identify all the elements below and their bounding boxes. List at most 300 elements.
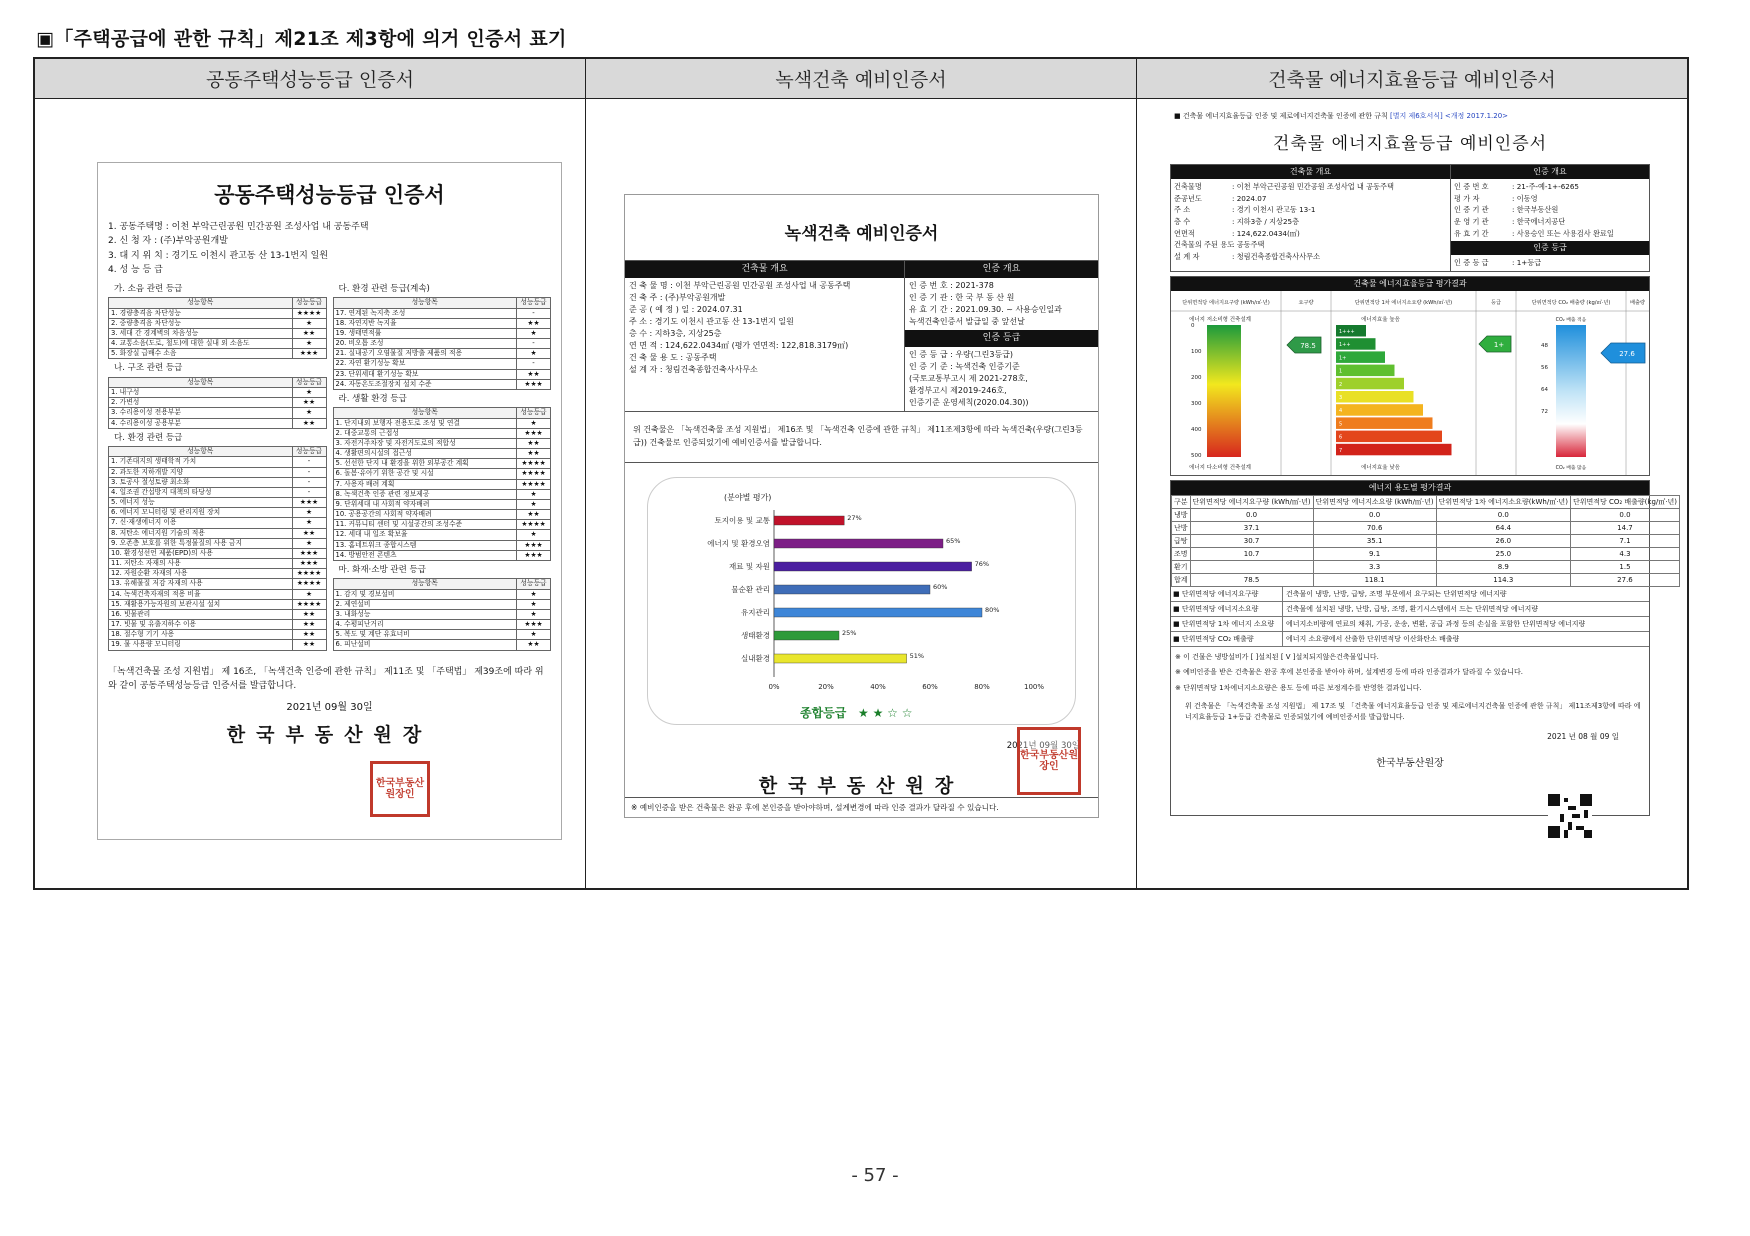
use-cell: 70.6: [1313, 521, 1436, 534]
official-seal: 한국부동산원장인: [370, 761, 430, 817]
grade-stars: ★★: [292, 398, 326, 408]
grade-stars: ★: [292, 339, 326, 349]
demand-tick: 200: [1191, 374, 1202, 381]
green-overview: [625, 278, 904, 378]
co2-tick: 64: [1541, 386, 1548, 393]
table-row: [109, 630, 327, 640]
kv-key: 운 영 기 관: [1454, 216, 1489, 226]
use-cell: 1.5: [1570, 560, 1679, 573]
category-score-chart: [647, 477, 1076, 725]
grade-item: 21. 실내공기 오염물질 저방출 제품의 적용: [333, 349, 517, 359]
table-row: [333, 520, 551, 530]
grade-stars: ★: [517, 530, 551, 540]
energy-overview: [1171, 179, 1450, 265]
use-cell: 118.1: [1313, 573, 1436, 586]
demand-tick: 100: [1191, 348, 1202, 355]
grade-item: 16. 빗물관리: [109, 609, 293, 619]
use-table-header: 에너지 용도별 평가결과: [1171, 481, 1649, 495]
cert-info-line: 유 효 기 간 : 2021.09.30. ~ 사용승인일과: [909, 305, 1062, 314]
housing-cert-footer: 「녹색건축물 조성 지원법」 제 16조, 「녹색건축 인증에 관한 규칙」 제11조 및 「주택법」 제39조에 따라 위와 같이 공동주택성능등급 인증서를 발급합니다.: [108, 666, 544, 692]
grade-item: 3. 자전거주차장 및 자전거도로의 적합성: [333, 438, 517, 448]
energy-use-table: [1171, 495, 1680, 587]
table-row: [1172, 534, 1680, 547]
grade-stars: ★: [517, 609, 551, 619]
grade-stars: ★★★★: [517, 459, 551, 469]
energy-cert-date: 2021 년 08 월 09 일: [1547, 732, 1619, 742]
energy-cert-issuer: 한국부동산원장: [1376, 758, 1444, 770]
bar-value-label: 25%: [842, 628, 857, 637]
use-cell: 114.3: [1436, 573, 1570, 586]
green-cert-issuer: 한국부동산원장: [758, 774, 965, 797]
use-cell: 0.0: [1313, 508, 1436, 521]
table-row: [109, 528, 327, 538]
use-cell: 난방: [1172, 521, 1191, 534]
table-row: [333, 328, 551, 338]
grade-item: 10. 환경성선언 제품(EPD)의 사용: [109, 548, 293, 558]
grade-item: 11. 커뮤니티 센터 및 시설공간의 조성수준: [333, 520, 517, 530]
category-label: 실내환경: [741, 653, 770, 663]
table-row: [109, 339, 327, 349]
grade-stars: ★★★: [292, 349, 326, 359]
grade-item: 14. 녹색건축자재의 적용 비율: [109, 589, 293, 599]
kv-value: : 21-주-예-1+-6265: [1512, 182, 1579, 191]
grade-header-row: [333, 298, 551, 308]
table-row: [333, 550, 551, 560]
co2-value: 27.6: [1619, 349, 1635, 358]
item-header: 성능항목: [333, 298, 517, 308]
green-cert-title: 녹색건축 예비인증서: [784, 224, 939, 244]
green-overview-header: 건축물 개요: [625, 261, 904, 278]
energy-cert-statement: 위 건축물은 「녹색건축물 조성 지원법」 제 17조 및 「건축물 에너지효율등급 인증 및 제로에너지건축물 인증에 관한 규칙」 제11조제3항에 따라 에너지효율등급 1+등급 건축물로 인증되었기에 예비인증서를 발급합니다.: [1185, 702, 1641, 722]
grade-item: 8. 저탄소 에너지원 기술의 적용: [109, 528, 293, 538]
kv-row: [1454, 228, 1646, 240]
table-row: [109, 508, 327, 518]
table-row: [109, 548, 327, 558]
table-row: [1172, 560, 1680, 573]
grade-step: [1336, 444, 1452, 456]
definition-row: [1171, 602, 1649, 617]
bar: [774, 608, 982, 617]
eval-column-header: 단위면적당 에너지요구량 (kWh/㎡·년): [1182, 299, 1270, 306]
table-row: [333, 308, 551, 318]
demand-low-label: 에너지 저소비형 건축설계: [1189, 316, 1251, 323]
grade-header: 성능등급: [292, 298, 326, 308]
table-row: [333, 499, 551, 509]
grade-section-title: 나. 구조 관련 등급: [114, 363, 183, 374]
grade-step-label: 4: [1339, 408, 1343, 415]
housing-cert-date: 2021년 09월 30일: [286, 702, 373, 714]
kv-key: 연면적: [1174, 228, 1195, 238]
column-header-green: 녹색건축 예비인증서: [586, 59, 1137, 98]
grade-header-row: [109, 377, 327, 387]
bar-value-label: 76%: [974, 559, 990, 568]
cell-green-cert: [586, 99, 1137, 889]
use-cell: 25.0: [1436, 547, 1570, 560]
table-row: [109, 418, 327, 428]
table-row: [109, 589, 327, 599]
table-row: [1172, 508, 1680, 521]
kv-value: : 124,622.0434(㎡): [1232, 228, 1300, 238]
grade-header-row: [109, 447, 327, 457]
grade-step: [1336, 417, 1433, 429]
grade-item: 1. 단지내외 보행자 전용도로 조성 및 연결: [333, 418, 517, 428]
grade-item: 15. 재활용가능자원의 보관시설 설치: [109, 599, 293, 609]
housing-cert-title: 공동주택성능등급 인증서: [214, 183, 445, 207]
grade-item: 19. 물 사용량 모니터링: [109, 640, 293, 650]
grade-item: 4. 수평피난거리: [333, 620, 517, 630]
grade-item: 18. 절수형 기기 사용: [109, 630, 293, 640]
grade-item: 2. 중량충격음 차단성능: [109, 318, 293, 328]
table-row: [333, 438, 551, 448]
definitions: [1171, 587, 1649, 647]
item-header: 성능항목: [333, 408, 517, 418]
table-row: [109, 457, 327, 467]
energy-grade-info: [1451, 255, 1649, 271]
definition-row: [1171, 632, 1649, 647]
use-cell: 30.7: [1190, 534, 1313, 547]
grade-item: 14. 방범안전 콘텐츠: [333, 550, 517, 560]
grade-item: 1. 기존대지의 생태학적 가치: [109, 457, 293, 467]
grade-stars: ★★: [517, 318, 551, 328]
grade-value: : 1+등급: [1512, 258, 1542, 268]
table-row: [109, 609, 327, 619]
grade-step: [1336, 391, 1414, 403]
grade-item: 4. 수리용이성 공용부분: [109, 418, 293, 428]
overview-line: 설 계 자 : 청림건축종합건축사사무소: [629, 365, 758, 374]
grade-header: 성능등급: [292, 447, 326, 457]
category-label: 토지이용 및 교통: [714, 515, 770, 525]
kv-key: 유 효 기 간: [1454, 228, 1489, 238]
grade-step: [1336, 365, 1395, 377]
grade-item: 6. 에너지 모니터링 및 관리지원 장치: [109, 508, 293, 518]
bar-value-label: 60%: [933, 582, 948, 591]
kv-value: : 공동주택: [1232, 240, 1265, 250]
demand-high-label: 에너지 다소비형 건축설계: [1189, 464, 1251, 471]
grade-stars: ★: [292, 518, 326, 528]
definition-term: ■ 단위면적당 1차 에너지 소요량: [1171, 617, 1283, 631]
definition-text: 에너지소비량에 연료의 채취, 가공, 운송, 변환, 공급 과정 등의 손실을 포함한 단위면적당 에너지량: [1286, 619, 1586, 628]
grade-item: 4. 교통소음(도로, 철도)에 대한 실내 외 소음도: [109, 339, 293, 349]
housing-cert-line: 4. 성 능 등 급: [108, 264, 163, 275]
grade-item: 10. 공용공간의 사회적 약자배려: [333, 510, 517, 520]
cert-info-line: 인 증 기 관 : 한 국 부 동 산 원: [909, 293, 1015, 302]
grade-stars: ★★★★: [517, 479, 551, 489]
definition-text: 에너지 소요량에서 산출한 단위면적당 이산화탄소 배출량: [1286, 634, 1460, 643]
overall-grade-label: 종합등급: [800, 705, 847, 720]
kv-row: [1174, 216, 1447, 228]
grade-item: 24. 자동온도조절장치 설치 수준: [333, 379, 517, 389]
grade-stars: ★★: [517, 640, 551, 650]
demand-gradient-bar: [1207, 325, 1241, 457]
overall-grade-stars: ★ ★ ☆ ☆: [858, 705, 913, 720]
kv-value: : 이천 부악근린공원 민간공원 조성사업 내 공동주택: [1232, 182, 1394, 191]
table-row: [333, 359, 551, 369]
grade-item: 13. 유해물질 저감 자재의 사용: [109, 579, 293, 589]
table-row: [333, 459, 551, 469]
grade-section-title: 라. 생활 환경 등급: [338, 393, 407, 404]
co2-tick: 56: [1541, 364, 1548, 371]
green-building-certificate: [624, 194, 1099, 818]
table-row: [333, 369, 551, 379]
grade-table: [333, 578, 552, 650]
category-label: 물순환 관리: [731, 584, 770, 594]
use-column-header: 구분: [1172, 495, 1191, 508]
eff-low-label: 에너지효율 낮음: [1361, 464, 1400, 471]
grade-item: 13. 홈네트워크 종합시스템: [333, 540, 517, 550]
certificate-table: [33, 57, 1689, 890]
note-line: ※ 예비인증을 받은 건축물은 완공 후에 본인증을 받아야 하며, 설계변경 등에 따라 인증결과가 달라질 수 있습니다.: [1175, 668, 1523, 677]
table-row: [109, 349, 327, 359]
eff-high-label: 에너지효율 높음: [1361, 316, 1400, 323]
definition-text: 건축물이 냉방, 난방, 급탕, 조명 부문에서 요구되는 단위면적당 에너지량: [1286, 589, 1507, 598]
table-row: [1172, 573, 1680, 586]
eval-column-header: 단위면적당 CO₂ 배출량 (kg/㎡·년): [1531, 299, 1611, 306]
grade-stars: ★★★★: [292, 579, 326, 589]
co2-tick: 72: [1541, 408, 1548, 415]
grade-stars: ★: [292, 318, 326, 328]
grade-step-label: 7: [1339, 447, 1343, 454]
grade-stars: ★★: [292, 418, 326, 428]
grade-table: [333, 407, 552, 561]
grade-stars: ★★★: [292, 498, 326, 508]
co2-tick: 48: [1541, 342, 1548, 349]
definition-text: 건축물에 설치된 냉방, 난방, 급탕, 조명, 환기시스템에서 드는 단위면적당 에너지량: [1286, 604, 1539, 613]
kv-value: : 사용승인 또는 사용검사 완료일: [1512, 228, 1614, 238]
kv-key: 준공년도: [1174, 193, 1202, 203]
grade-item: 2. 가변성: [109, 398, 293, 408]
grade-item: 2. 과도한 지하개발 지양: [109, 467, 293, 477]
use-cell: 환기: [1172, 560, 1191, 573]
use-column-header: 단위면적당 에너지요구량 (kWh/㎡·년): [1190, 495, 1313, 508]
table-row: [109, 538, 327, 548]
table-row: [109, 467, 327, 477]
grade-item: 5. 복도 및 계단 유효너비: [333, 630, 517, 640]
demand-tick: 0: [1191, 322, 1195, 329]
kv-row: [1174, 251, 1447, 263]
bar: [774, 516, 844, 525]
grade-header-row: [109, 298, 327, 308]
grade-stars: -: [292, 457, 326, 467]
green-cert-statement: 위 건축물은 「녹색건축물 조성 지원법」 제16조 및 「녹색건축 인증에 관한 규칙」 제11조제3항에 따라 녹색건축(우량(그린3등급)) 건축물로 인증되었기에 예비인증서를 발급합니다.: [625, 412, 1098, 463]
grade-stars: -: [517, 359, 551, 369]
grade-table: [108, 446, 327, 650]
grade-stars: ★★★: [292, 548, 326, 558]
grade-section-title: 다. 환경 관련 등급: [114, 432, 183, 443]
table-row: [333, 449, 551, 459]
table-row: [333, 469, 551, 479]
grade-step-label: 1+: [1339, 355, 1347, 362]
grade-info-line: 인증기준 운영세칙(2020.04.30)): [909, 398, 1029, 407]
grade-item: 7. 신·재생에너지 이용: [109, 518, 293, 528]
eval-column-header: 요구량: [1298, 299, 1314, 306]
grade-header: 성능등급: [292, 377, 326, 387]
grade-item: 19. 생태면적률: [333, 328, 517, 338]
grade-stars: ★: [517, 349, 551, 359]
grade-item: 20. 비오톱 조성: [333, 339, 517, 349]
table-row: [1172, 521, 1680, 534]
grade-column-left: [108, 280, 327, 651]
use-column-header: 단위면적당 1차 에너지소요량(kWh/㎡·년): [1436, 495, 1570, 508]
use-cell: 8.9: [1436, 560, 1570, 573]
kv-value: : 2024.07: [1232, 193, 1267, 203]
grade-info-line: 인 증 등 급 : 우량(그린3등급): [909, 350, 1014, 359]
use-column-header: 단위면적당 CO₂ 배출량(kg/㎡·년): [1570, 495, 1679, 508]
grade-header-row: [333, 579, 551, 589]
co2-high-label: CO₂ 배출 많음: [1555, 465, 1587, 471]
housing-cert-line: 3. 대 지 위 치 : 경기도 이천시 관고동 산 13-1번지 일원: [108, 250, 329, 261]
grade-item: 22. 자연 환기성능 확보: [333, 359, 517, 369]
energy-cert-regulation: [1174, 111, 1650, 121]
overview-line: 건 축 물 명 : 이천 부악근린공원 민간공원 조성사업 내 공동주택: [629, 281, 851, 290]
grade-step-label: 6: [1339, 434, 1343, 441]
bar: [774, 654, 907, 663]
grade-item: 2. 제연설비: [333, 599, 517, 609]
grade-stars: ★: [292, 538, 326, 548]
use-cell: 급탕: [1172, 534, 1191, 547]
table-row: [333, 620, 551, 630]
category-bar-chart: [648, 478, 1079, 726]
bar-value-label: 80%: [985, 605, 1000, 614]
energy-efficiency-certificate: [1170, 111, 1677, 876]
table-header-row: [35, 59, 1687, 99]
kv-row: [1174, 228, 1447, 240]
note-line: ※ 단위면적당 1차에너지소요량은 용도 등에 따른 보정계수를 반영한 결과입니다.: [1175, 683, 1422, 692]
grade-stars: ★★: [292, 528, 326, 538]
grade-stars: ★★★★: [292, 308, 326, 318]
table-row: [109, 620, 327, 630]
x-tick-label: 20%: [818, 682, 834, 691]
housing-certificate: [97, 162, 562, 840]
grade-header: 성능등급: [517, 408, 551, 418]
grade-header: 성능등급: [517, 298, 551, 308]
demand-tick: 400: [1191, 426, 1202, 433]
grade-stars: ★: [517, 499, 551, 509]
grade-item: 1. 감지 및 경보설비: [333, 589, 517, 599]
kv-key: 설 계 자: [1174, 251, 1200, 261]
housing-cert-issuer: 한국부동산원장: [226, 723, 433, 746]
overview-line: 연 면 적 : 124,622.0434㎡ (평가 연면적: 122,818.3179㎡): [629, 341, 849, 350]
grade-stars: ★★★: [517, 550, 551, 560]
grade-step-label: 3: [1339, 394, 1343, 401]
category-label: 재료 및 자원: [729, 561, 770, 571]
demand-tick: 500: [1191, 452, 1202, 459]
grade-stars: ★★★★: [517, 469, 551, 479]
grade-item: 8. 녹색건축 인증 관련 정보제공: [333, 489, 517, 499]
demand-value: 78.5: [1300, 341, 1316, 350]
grade-item: 4. 일조권 간섭방지 대책의 타당성: [109, 487, 293, 497]
official-seal: 한국부동산원장인: [1017, 727, 1081, 795]
grade-stars: ★★: [517, 510, 551, 520]
table-row: [333, 609, 551, 619]
table-row: [109, 498, 327, 508]
grade-stars: ★★: [292, 328, 326, 338]
kv-row: [1174, 181, 1447, 193]
use-cell: 4.3: [1570, 547, 1679, 560]
table-row: [333, 599, 551, 609]
table-row: [109, 398, 327, 408]
grade-item: 6. 피난설비: [333, 640, 517, 650]
grade-stars: ★★★: [517, 540, 551, 550]
table-row: [109, 477, 327, 487]
use-cell: 3.3: [1313, 560, 1436, 573]
grade-stars: ★★: [517, 449, 551, 459]
co2-gradient-bar: [1556, 325, 1586, 457]
table-body-row: [35, 99, 1687, 889]
qr-code-icon: [1548, 794, 1592, 838]
kv-key: 건축물명: [1174, 182, 1202, 191]
item-header: 성능항목: [109, 298, 293, 308]
x-tick-label: 40%: [870, 682, 886, 691]
table-row: [109, 569, 327, 579]
use-cell: 78.5: [1190, 573, 1313, 586]
grade-value: 1+: [1493, 340, 1505, 349]
kv-row: [1174, 193, 1447, 205]
cert-info-line: 녹색건축인증서 발급일 중 앞선날: [909, 317, 1025, 326]
green-cert-info-header: 인증 개요: [905, 261, 1098, 278]
table-row: [333, 510, 551, 520]
table-row: [333, 640, 551, 650]
use-cell: 조명: [1172, 547, 1191, 560]
kv-value: : 지하3층 / 지상25층: [1232, 216, 1300, 226]
use-cell: 0.0: [1190, 508, 1313, 521]
eval-column-header: 배출량: [1629, 299, 1646, 306]
use-header-row: [1172, 495, 1680, 508]
kv-key: 인 증 번 호: [1454, 182, 1489, 191]
grade-stars: ★★: [517, 438, 551, 448]
grade-stars: ★★: [292, 620, 326, 630]
energy-cert-info-header: 인증 개요: [1451, 165, 1649, 179]
grade-stars: ★★★: [517, 428, 551, 438]
grade-item: 1. 내구성: [109, 388, 293, 398]
grade-item: 3. 토공사 절성토량 최소화: [109, 477, 293, 487]
use-cell: 26.0: [1436, 534, 1570, 547]
grade-stars: ★: [517, 599, 551, 609]
kv-key: 평 가 자: [1454, 193, 1480, 203]
grade-header: 성능등급: [517, 579, 551, 589]
table-row: [109, 487, 327, 497]
grade-item: 5. 화장실 급배수 소음: [109, 349, 293, 359]
grade-stars: ★: [517, 489, 551, 499]
grade-item: 6. 돌봄·유아기 위한 공간 및 시설: [333, 469, 517, 479]
efficiency-rating-graphic: [1171, 291, 1649, 475]
table-row: [333, 418, 551, 428]
grade-stars: ★: [517, 589, 551, 599]
grade-stars: -: [517, 339, 551, 349]
grade-item: 1. 경량충격음 차단성능: [109, 308, 293, 318]
grade-stars: ★★: [292, 640, 326, 650]
grade-stars: ★: [517, 418, 551, 428]
grade-key: 인 증 등 급: [1454, 258, 1489, 268]
table-row: [109, 579, 327, 589]
green-cert-note: ※ 예비인증을 받은 건축물은 완공 후에 본인증을 받아야하며, 설계변경에 따라 인증 결과가 달라질 수 있습니다.: [625, 797, 1098, 817]
table-row: [109, 559, 327, 569]
grade-stars: ★★★: [517, 379, 551, 389]
grade-info-line: 환경부고시 제2019-246호,: [909, 386, 1007, 395]
regulation-form-ref: [별지 제6호서식] <개정 2017.1.20>: [1389, 112, 1509, 120]
grade-stars: ★★★: [517, 620, 551, 630]
table-row: [333, 428, 551, 438]
grade-stars: -: [517, 308, 551, 318]
grade-item: 9. 단위세대 내 사회적 약자배려: [333, 499, 517, 509]
green-cert-info: [905, 278, 1098, 330]
grade-item: 9. 오존층 보호를 위한 특정물질의 사용 금지: [109, 538, 293, 548]
grade-item: 5. 에너지 성능: [109, 498, 293, 508]
grade-stars: ★★★★: [292, 569, 326, 579]
overview-line: 주 소 : 경기도 이천시 관고동 산 13-1번지 일원: [629, 317, 794, 326]
grade-column-right: [333, 280, 552, 651]
grade-item: 11. 저탄소 자재의 사용: [109, 559, 293, 569]
overview-line: 건 축 주 : (주)부악공원개발: [629, 293, 726, 302]
